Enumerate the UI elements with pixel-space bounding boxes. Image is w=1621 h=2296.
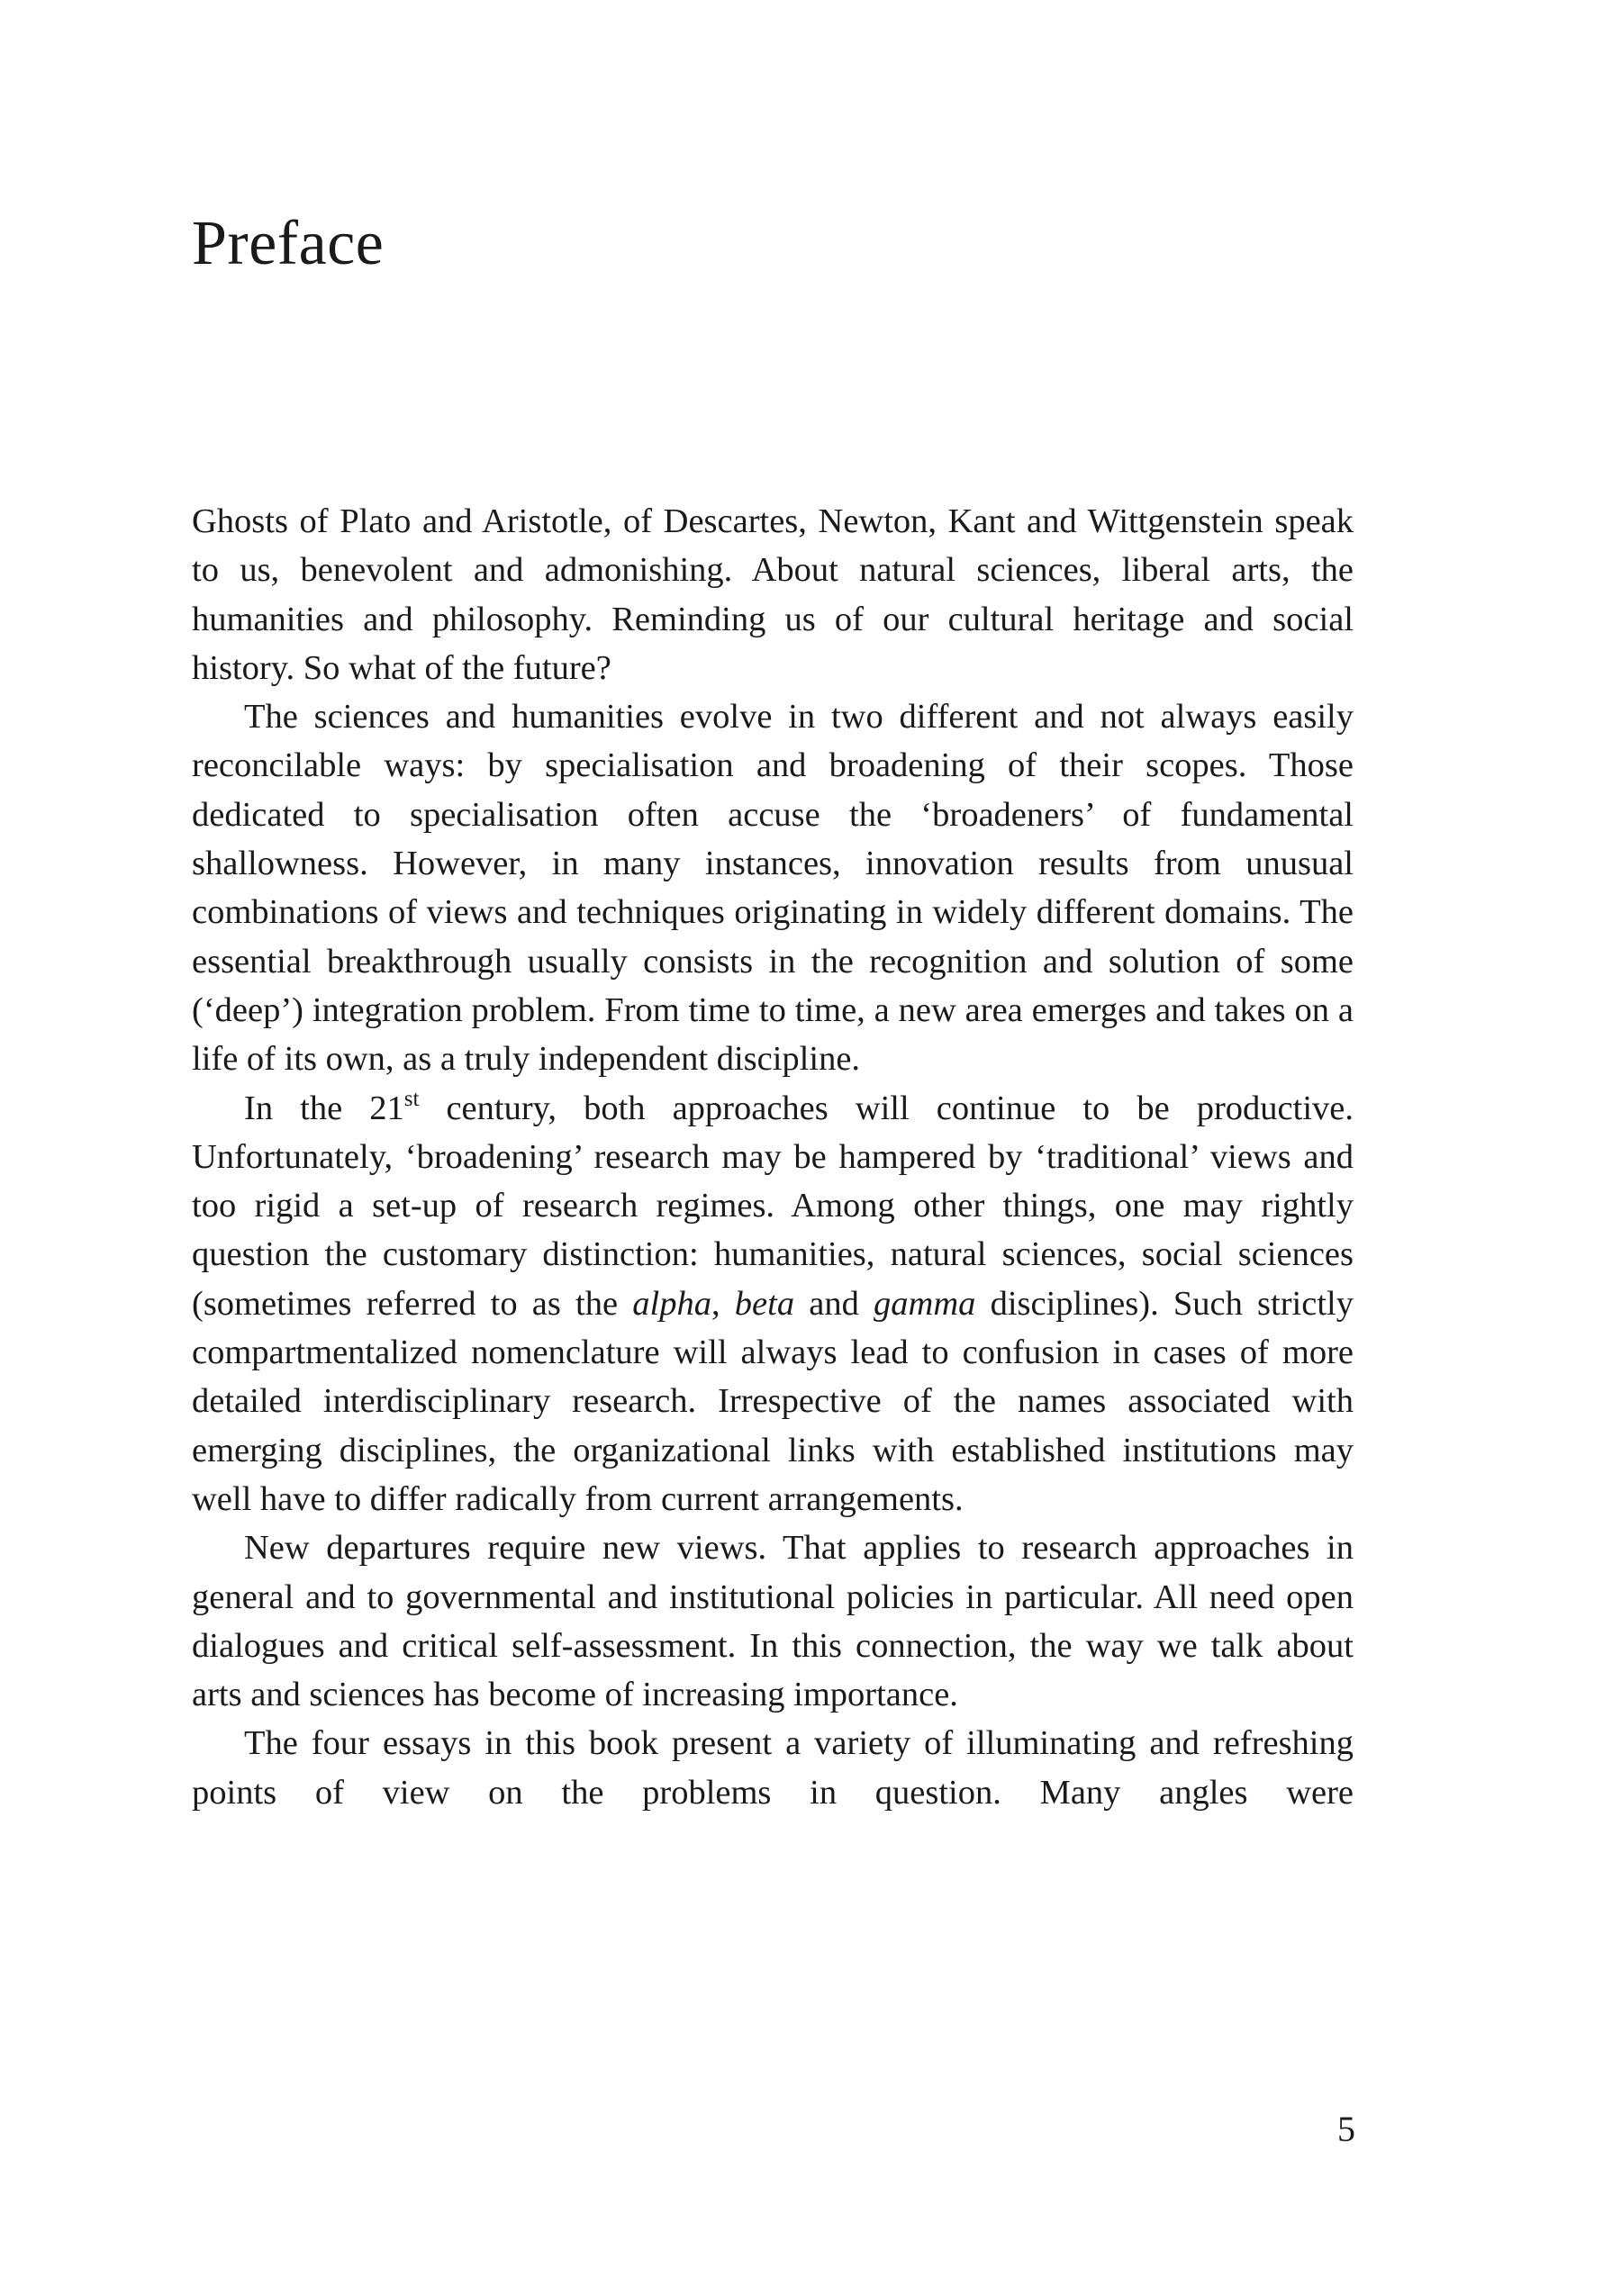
italic-beta: beta — [734, 1284, 795, 1323]
paragraph-3 — [192, 1084, 1354, 1524]
italic-gamma: gamma — [874, 1284, 976, 1323]
page-number: 5 — [1337, 2109, 1355, 2149]
paragraph-3-end: disciplines). Such strictly compartmentalized nomenclature will always lead to confusion in cases of more detailed interdisciplinary research. Irrespective of the names associated with emerging disciplines, the organizational links with established institutions may well have to differ radically from current arrangements. — [192, 1284, 1354, 1518]
paragraph-3-body: century, both approaches will continue to be productive. Unfortunately, ‘broadening’ research may be hampered by ‘traditional’ views and too rigid a set-up of research regimes. Among other things, one may rightly question the customary distinction: humanities, natural sciences, social sciences (sometimes referred to as the — [192, 1089, 1354, 1323]
separator-2: and — [794, 1284, 874, 1323]
paragraph-2: The sciences and humanities evolve in two different and not always easily reconcilable ways: by specialisation and broadening of their scopes. Those dedicated to specialisation often accuse the ‘broadeners’ of fundamental shallowness. However, in many instances, innovation results from unusual combinations of views and techniques originating in widely different domains. The essential breakthrough usually consists in the recognition and solution of some (‘deep’) integration problem. From time to time, a new area emerges and takes on a life of its own, as a truly independent discipline. — [192, 698, 1354, 1079]
paragraph-1: Ghosts of Plato and Aristotle, of Descartes, Newton, Kant and Wittgenstein speak to us, benevolent and admonishing. About natural sciences, liberal arts, the humanities and philosophy. Reminding us of our cultural heritage and social history. So what of the future? — [192, 502, 1354, 687]
page-title: Preface — [192, 209, 385, 278]
paragraph-3-start: In the 21 — [244, 1089, 404, 1127]
ordinal-suffix: st — [403, 1086, 420, 1111]
paragraph-4: New departures require new views. That applies to research approaches in general and to governmental and institutional policies in particular. All need open dialogues and critical self-assessment. In this connection, the way we talk about arts and sciences has become of increasing importance. — [192, 1529, 1354, 1714]
paragraph-5: The four essays in this book present a variety of illuminating and refreshing points of view on the problems in question. Many angles were — [192, 1724, 1354, 1812]
preface-body — [192, 497, 1354, 1817]
italic-alpha: alpha — [632, 1284, 711, 1323]
separator-1: , — [711, 1284, 735, 1323]
